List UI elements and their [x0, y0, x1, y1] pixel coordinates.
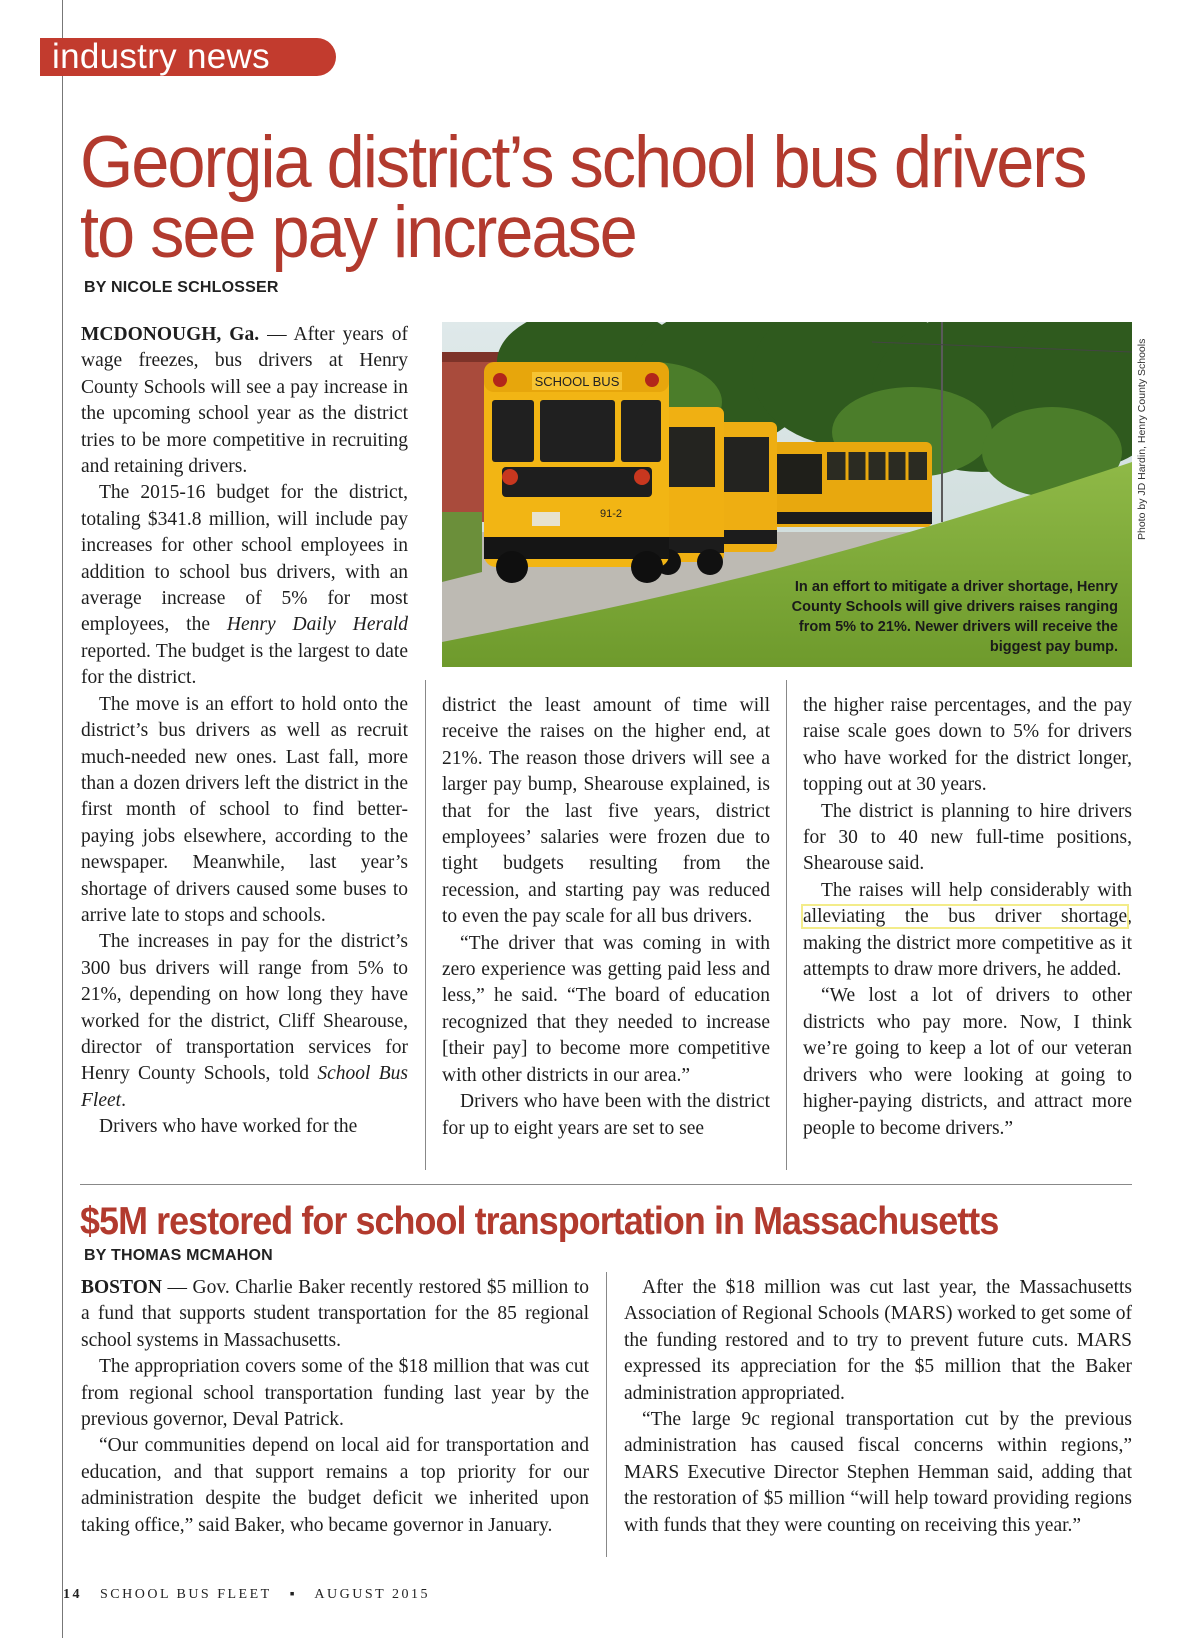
- paragraph: The move is an effort to hold onto the district’s bus drivers as well as recruit much-needed new ones. Last fall, more than a dozen drivers left the district in the first month of school to find better-paying jobs elsewhere, according to the newspaper. Meanwhile, last year’s shortage of drivers caused some buses to arrive late to stops and schools.: [81, 693, 408, 926]
- page-number: 14: [63, 1587, 82, 1602]
- publication-name: School Bus Fleet: [81, 1063, 408, 1111]
- bus-lead: [484, 362, 669, 583]
- bus-number: 91-2: [600, 508, 623, 520]
- dateline: MCDONOUGH, Ga.: [81, 324, 260, 345]
- article2-column-2: [624, 1275, 1132, 1539]
- page-footer: [63, 1587, 430, 1603]
- dateline: BOSTON: [81, 1277, 162, 1298]
- article1-column-2: [442, 693, 770, 1142]
- paragraph: Drivers who have worked for the: [99, 1116, 358, 1138]
- publication-name: Henry Daily Herald: [226, 614, 408, 636]
- highlighted-text: alleviating the bus driver shortage: [803, 906, 1128, 928]
- article-byline: BY NICOLE SCHLOSSER: [84, 279, 279, 296]
- margin-rule: [62, 0, 63, 1638]
- paragraph: MCDONOUGH, Ga. — After years of wage freezes, bus drivers at Henry County Schools will see a pay increase in the upcoming school year as the district tries to be more competitive in recruiting and retaining drivers.: [81, 324, 409, 478]
- paragraph: Drivers who have been with the district for up to eight years are set to see: [442, 1091, 770, 1139]
- column-rule: [606, 1272, 607, 1557]
- bus-middle-2: [717, 422, 777, 552]
- article2-byline: BY THOMAS MCMAHON: [84, 1247, 273, 1264]
- paragraph: The increases in pay for the district’s 300 bus drivers will range from 5% to 21%, depending on how long they have worked for the district, Cliff Shearouse, director of transportation services for Henry County Schools, told School Bus Fleet.: [81, 931, 408, 1111]
- column-rule: [786, 680, 787, 1170]
- article-divider: [80, 1184, 1132, 1185]
- paragraph: The raises will help considerably with alleviating the bus driver shortage, making the district more competitive as it attempts to draw more drivers, he added.: [803, 879, 1132, 981]
- bus-photo: [442, 322, 1132, 667]
- paragraph: The appropriation covers some of the $18 million that was cut from regional school transportation funding last year by the previous governor, Deval Patrick.: [81, 1356, 589, 1431]
- paragraph: After the $18 million was cut last year, the Massachusetts Association of Regional Schools (MARS) worked to get some of the funding restored and to try to prevent future cuts. MARS expressed its appreciation for the $5 million that the Baker administration appropriated.: [624, 1277, 1132, 1404]
- article2-column-1: [81, 1275, 589, 1539]
- article2-headline: $5M restored for school transportation in Massachusetts: [80, 1200, 999, 1243]
- paragraph: the higher raise percentages, and the pay raise scale goes down to 5% for drivers who have worked for the district longer, topping out at 30 years.: [803, 695, 1132, 796]
- section-tab: industry news: [40, 38, 336, 76]
- photo-credit: Photo by JD Hardin, Henry County Schools: [1136, 338, 1148, 540]
- bus-far: [772, 442, 932, 527]
- article1-column-1: [81, 322, 408, 1141]
- paragraph: district the least amount of time will receive the raises on the higher end, at 21%. The reason those drivers will see a larger pay bump, Shearouse explained, is that for the last five years, district employees’ salaries were frozen due to tight budgets resulting from the recession, and starting pay was reduced to even the pay scale for all bus drivers.: [442, 695, 770, 928]
- paragraph: “Our communities depend on local aid for transportation and education, and that support remains a top priority for our administration despite the budget deficit we inherited upon taking office,” said Baker, who became governor in January.: [81, 1435, 589, 1536]
- article1-column-3: [803, 693, 1132, 1142]
- paragraph: The 2015-16 budget for the district, totaling $341.8 million, will include pay increases for other school employees in addition to school bus drivers, with an average increase of 5% for most employees, the Henry Daily Herald reported. The budget is the largest to date for the district.: [81, 482, 408, 689]
- paragraph: “We lost a lot of drivers to other districts who pay more. Now, I think we’re going to keep a lot of our veteran drivers who were looking at going to higher-paying districts, and attract more people to become drivers.”: [803, 985, 1132, 1139]
- photo-caption: In an effort to mitigate a driver shortage, Henry County Schools will give drivers raises ranging from 5% to 21%. Newer drivers will receive the biggest pay bump.: [791, 579, 1118, 655]
- footer-separator: ▪: [289, 1587, 298, 1602]
- publication-title: SCHOOL BUS FLEET: [100, 1587, 272, 1602]
- bus-sign-text: SCHOOL BUS: [534, 374, 620, 389]
- paragraph: The district is planning to hire drivers for 30 to 40 new full-time positions, Shearouse said.: [803, 800, 1132, 875]
- paragraph: “The driver that was coming in with zero experience was getting paid less and less,” he said. “The board of education recognized that they needed to increase [their pay] to become more competitive with other districts in our area.”: [442, 932, 770, 1086]
- paragraph: BOSTON — Gov. Charlie Baker recently restored $5 million to a fund that supports student transportation for the 85 regional school systems in Massachusetts.: [81, 1277, 589, 1351]
- article-headline: Georgia district’s school bus drivers to see pay increase: [80, 122, 1086, 273]
- column-rule: [425, 680, 426, 1170]
- issue-date: AUGUST 2015: [314, 1587, 430, 1602]
- paragraph: “The large 9c regional transportation cut by the previous administration has caused fiscal concerns within regions,” MARS Executive Director Stephen Hemman said, adding that the restoration of $5 million “will help toward providing regions with funds that they were counting on receiving this year.”: [624, 1409, 1132, 1536]
